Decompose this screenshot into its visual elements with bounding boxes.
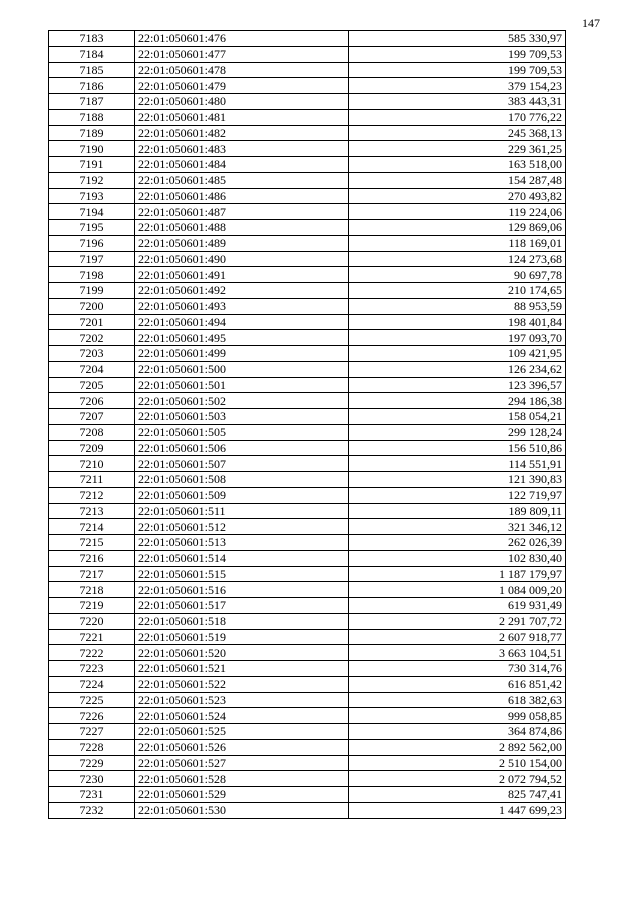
cadastral-value-cell: 189 809,11 xyxy=(349,503,566,519)
cadastral-value-cell: 229 361,25 xyxy=(349,141,566,157)
row-number-cell: 7203 xyxy=(49,346,135,362)
cadastral-number-cell: 22:01:050601:524 xyxy=(135,708,349,724)
cadastral-number-cell: 22:01:050601:500 xyxy=(135,361,349,377)
table-row xyxy=(49,109,566,125)
row-number-cell: 7196 xyxy=(49,235,135,251)
cadastral-value-cell: 321 346,12 xyxy=(349,519,566,535)
row-number-cell: 7210 xyxy=(49,456,135,472)
table-row xyxy=(49,267,566,283)
table-body xyxy=(49,31,566,819)
row-number-cell: 7228 xyxy=(49,739,135,755)
cadastral-number-cell: 22:01:050601:518 xyxy=(135,613,349,629)
table-row xyxy=(49,755,566,771)
table-row xyxy=(49,314,566,330)
table-row xyxy=(49,708,566,724)
cadastral-value-cell: 210 174,65 xyxy=(349,283,566,299)
cadastral-number-cell: 22:01:050601:514 xyxy=(135,550,349,566)
row-number-cell: 7224 xyxy=(49,676,135,692)
row-number-cell: 7200 xyxy=(49,298,135,314)
row-number-cell: 7185 xyxy=(49,62,135,78)
cadastral-number-cell: 22:01:050601:479 xyxy=(135,78,349,94)
cadastral-value-cell: 3 663 104,51 xyxy=(349,645,566,661)
table-row xyxy=(49,503,566,519)
cadastral-number-cell: 22:01:050601:499 xyxy=(135,346,349,362)
row-number-cell: 7198 xyxy=(49,267,135,283)
cadastral-number-cell: 22:01:050601:506 xyxy=(135,440,349,456)
row-number-cell: 7231 xyxy=(49,787,135,803)
cadastral-value-cell: 158 054,21 xyxy=(349,409,566,425)
cadastral-value-cell: 270 493,82 xyxy=(349,188,566,204)
cadastral-number-cell: 22:01:050601:516 xyxy=(135,582,349,598)
cadastral-value-cell: 154 287,48 xyxy=(349,172,566,188)
cadastral-number-cell: 22:01:050601:523 xyxy=(135,692,349,708)
table-row xyxy=(49,330,566,346)
row-number-cell: 7211 xyxy=(49,472,135,488)
row-number-cell: 7230 xyxy=(49,771,135,787)
row-number-cell: 7199 xyxy=(49,283,135,299)
cadastral-value-cell: 2 892 562,00 xyxy=(349,739,566,755)
table-row xyxy=(49,361,566,377)
table-row xyxy=(49,739,566,755)
row-number-cell: 7197 xyxy=(49,251,135,267)
row-number-cell: 7218 xyxy=(49,582,135,598)
cadastral-number-cell: 22:01:050601:491 xyxy=(135,267,349,283)
row-number-cell: 7221 xyxy=(49,629,135,645)
table-row xyxy=(49,802,566,818)
cadastral-number-cell: 22:01:050601:489 xyxy=(135,235,349,251)
table-row xyxy=(49,787,566,803)
cadastral-value-cell: 170 776,22 xyxy=(349,109,566,125)
cadastral-number-cell: 22:01:050601:477 xyxy=(135,46,349,62)
cadastral-value-cell: 199 709,53 xyxy=(349,46,566,62)
row-number-cell: 7209 xyxy=(49,440,135,456)
row-number-cell: 7229 xyxy=(49,755,135,771)
table-row xyxy=(49,771,566,787)
row-number-cell: 7194 xyxy=(49,204,135,220)
cadastral-number-cell: 22:01:050601:530 xyxy=(135,802,349,818)
cadastral-number-cell: 22:01:050601:509 xyxy=(135,487,349,503)
row-number-cell: 7190 xyxy=(49,141,135,157)
table-row xyxy=(49,440,566,456)
row-number-cell: 7207 xyxy=(49,409,135,425)
table-row xyxy=(49,172,566,188)
table-row xyxy=(49,393,566,409)
row-number-cell: 7202 xyxy=(49,330,135,346)
cadastral-number-cell: 22:01:050601:529 xyxy=(135,787,349,803)
cadastral-number-cell: 22:01:050601:495 xyxy=(135,330,349,346)
cadastral-value-cell: 102 830,40 xyxy=(349,550,566,566)
table-row xyxy=(49,125,566,141)
row-number-cell: 7187 xyxy=(49,94,135,110)
cadastral-number-cell: 22:01:050601:494 xyxy=(135,314,349,330)
cadastral-value-cell: 119 224,06 xyxy=(349,204,566,220)
table-row xyxy=(49,692,566,708)
table-row xyxy=(49,62,566,78)
table-row xyxy=(49,629,566,645)
cadastral-value-cell: 1 447 699,23 xyxy=(349,802,566,818)
cadastral-value-cell: 121 390,83 xyxy=(349,472,566,488)
cadastral-number-cell: 22:01:050601:482 xyxy=(135,125,349,141)
row-number-cell: 7205 xyxy=(49,377,135,393)
cadastral-value-cell: 1 187 179,97 xyxy=(349,566,566,582)
cadastral-value-cell: 124 273,68 xyxy=(349,251,566,267)
table-row xyxy=(49,661,566,677)
table-row xyxy=(49,550,566,566)
row-number-cell: 7217 xyxy=(49,566,135,582)
cadastral-value-cell: 2 510 154,00 xyxy=(349,755,566,771)
cadastral-value-cell: 198 401,84 xyxy=(349,314,566,330)
cadastral-number-cell: 22:01:050601:493 xyxy=(135,298,349,314)
row-number-cell: 7188 xyxy=(49,109,135,125)
cadastral-value-cell: 156 510,86 xyxy=(349,440,566,456)
table-row xyxy=(49,456,566,472)
cadastral-number-cell: 22:01:050601:490 xyxy=(135,251,349,267)
cadastral-number-cell: 22:01:050601:478 xyxy=(135,62,349,78)
cadastral-number-cell: 22:01:050601:513 xyxy=(135,535,349,551)
cadastral-number-cell: 22:01:050601:508 xyxy=(135,472,349,488)
cadastral-value-cell: 2 072 794,52 xyxy=(349,771,566,787)
cadastral-value-cell: 88 953,59 xyxy=(349,298,566,314)
table-row xyxy=(49,566,566,582)
cadastral-value-cell: 129 869,06 xyxy=(349,220,566,236)
row-number-cell: 7192 xyxy=(49,172,135,188)
table-row xyxy=(49,676,566,692)
row-number-cell: 7212 xyxy=(49,487,135,503)
cadastral-number-cell: 22:01:050601:527 xyxy=(135,755,349,771)
table-row xyxy=(49,535,566,551)
table-row xyxy=(49,46,566,62)
cadastral-value-cell: 118 169,01 xyxy=(349,235,566,251)
row-number-cell: 7183 xyxy=(49,31,135,47)
cadastral-number-cell: 22:01:050601:501 xyxy=(135,377,349,393)
table-row xyxy=(49,220,566,236)
cadastral-value-cell: 2 291 707,72 xyxy=(349,613,566,629)
cadastral-value-cell: 379 154,23 xyxy=(349,78,566,94)
page-number: 147 xyxy=(582,16,600,30)
cadastral-value-cell: 197 093,70 xyxy=(349,330,566,346)
row-number-cell: 7226 xyxy=(49,708,135,724)
cadastral-value-cell: 123 396,57 xyxy=(349,377,566,393)
cadastral-number-cell: 22:01:050601:502 xyxy=(135,393,349,409)
row-number-cell: 7232 xyxy=(49,802,135,818)
cadastral-value-cell: 730 314,76 xyxy=(349,661,566,677)
table-row xyxy=(49,141,566,157)
cadastral-value-cell: 619 931,49 xyxy=(349,598,566,614)
cadastral-value-cell: 126 234,62 xyxy=(349,361,566,377)
row-number-cell: 7223 xyxy=(49,661,135,677)
cadastral-number-cell: 22:01:050601:484 xyxy=(135,157,349,173)
cadastral-value-cell: 618 382,63 xyxy=(349,692,566,708)
table-row xyxy=(49,724,566,740)
table-row xyxy=(49,204,566,220)
table-row xyxy=(49,613,566,629)
cadastral-number-cell: 22:01:050601:522 xyxy=(135,676,349,692)
table-row xyxy=(49,645,566,661)
cadastral-value-cell: 262 026,39 xyxy=(349,535,566,551)
cadastral-number-cell: 22:01:050601:528 xyxy=(135,771,349,787)
table-row xyxy=(49,78,566,94)
table-row xyxy=(49,377,566,393)
row-number-cell: 7219 xyxy=(49,598,135,614)
cadastral-value-cell: 2 607 918,77 xyxy=(349,629,566,645)
cadastral-value-cell: 825 747,41 xyxy=(349,787,566,803)
cadastral-value-cell: 1 084 009,20 xyxy=(349,582,566,598)
table-row xyxy=(49,424,566,440)
cadastral-number-cell: 22:01:050601:505 xyxy=(135,424,349,440)
row-number-cell: 7208 xyxy=(49,424,135,440)
cadastral-value-cell: 114 551,91 xyxy=(349,456,566,472)
row-number-cell: 7227 xyxy=(49,724,135,740)
row-number-cell: 7216 xyxy=(49,550,135,566)
table-row xyxy=(49,298,566,314)
cadastral-value-cell: 616 851,42 xyxy=(349,676,566,692)
cadastral-value-cell: 245 368,13 xyxy=(349,125,566,141)
cadastral-number-cell: 22:01:050601:488 xyxy=(135,220,349,236)
cadastral-value-cell: 90 697,78 xyxy=(349,267,566,283)
table-row xyxy=(49,582,566,598)
cadastral-number-cell: 22:01:050601:480 xyxy=(135,94,349,110)
row-number-cell: 7189 xyxy=(49,125,135,141)
cadastral-number-cell: 22:01:050601:503 xyxy=(135,409,349,425)
cadastral-number-cell: 22:01:050601:511 xyxy=(135,503,349,519)
cadastral-number-cell: 22:01:050601:521 xyxy=(135,661,349,677)
cadastral-number-cell: 22:01:050601:483 xyxy=(135,141,349,157)
cadastral-number-cell: 22:01:050601:525 xyxy=(135,724,349,740)
cadastral-value-cell: 199 709,53 xyxy=(349,62,566,78)
cadastral-value-cell: 294 186,38 xyxy=(349,393,566,409)
cadastral-value-cell: 299 128,24 xyxy=(349,424,566,440)
row-number-cell: 7204 xyxy=(49,361,135,377)
cadastral-value-cell: 383 443,31 xyxy=(349,94,566,110)
row-number-cell: 7206 xyxy=(49,393,135,409)
cadastral-value-cell: 163 518,00 xyxy=(349,157,566,173)
cadastral-number-cell: 22:01:050601:519 xyxy=(135,629,349,645)
row-number-cell: 7193 xyxy=(49,188,135,204)
cadastral-value-cell: 122 719,97 xyxy=(349,487,566,503)
cadastral-number-cell: 22:01:050601:492 xyxy=(135,283,349,299)
cadastral-number-cell: 22:01:050601:481 xyxy=(135,109,349,125)
cadastral-value-cell: 364 874,86 xyxy=(349,724,566,740)
table-row xyxy=(49,598,566,614)
row-number-cell: 7184 xyxy=(49,46,135,62)
table-row xyxy=(49,409,566,425)
row-number-cell: 7195 xyxy=(49,220,135,236)
cadastral-number-cell: 22:01:050601:512 xyxy=(135,519,349,535)
row-number-cell: 7225 xyxy=(49,692,135,708)
table-row xyxy=(49,251,566,267)
cadastral-value-cell: 109 421,95 xyxy=(349,346,566,362)
row-number-cell: 7220 xyxy=(49,613,135,629)
cadastral-value-table xyxy=(48,30,566,819)
cadastral-number-cell: 22:01:050601:526 xyxy=(135,739,349,755)
row-number-cell: 7201 xyxy=(49,314,135,330)
cadastral-number-cell: 22:01:050601:515 xyxy=(135,566,349,582)
table-row xyxy=(49,472,566,488)
table-row xyxy=(49,283,566,299)
table-row xyxy=(49,519,566,535)
cadastral-number-cell: 22:01:050601:507 xyxy=(135,456,349,472)
table-row xyxy=(49,487,566,503)
table-row xyxy=(49,31,566,47)
table-row xyxy=(49,188,566,204)
table-row xyxy=(49,346,566,362)
cadastral-number-cell: 22:01:050601:486 xyxy=(135,188,349,204)
row-number-cell: 7214 xyxy=(49,519,135,535)
cadastral-value-cell: 585 330,97 xyxy=(349,31,566,47)
cadastral-number-cell: 22:01:050601:476 xyxy=(135,31,349,47)
cadastral-number-cell: 22:01:050601:485 xyxy=(135,172,349,188)
row-number-cell: 7222 xyxy=(49,645,135,661)
table-row xyxy=(49,157,566,173)
table-row xyxy=(49,235,566,251)
row-number-cell: 7191 xyxy=(49,157,135,173)
cadastral-value-cell: 999 058,85 xyxy=(349,708,566,724)
cadastral-number-cell: 22:01:050601:520 xyxy=(135,645,349,661)
cadastral-number-cell: 22:01:050601:517 xyxy=(135,598,349,614)
row-number-cell: 7215 xyxy=(49,535,135,551)
cadastral-number-cell: 22:01:050601:487 xyxy=(135,204,349,220)
row-number-cell: 7186 xyxy=(49,78,135,94)
table-row xyxy=(49,94,566,110)
row-number-cell: 7213 xyxy=(49,503,135,519)
